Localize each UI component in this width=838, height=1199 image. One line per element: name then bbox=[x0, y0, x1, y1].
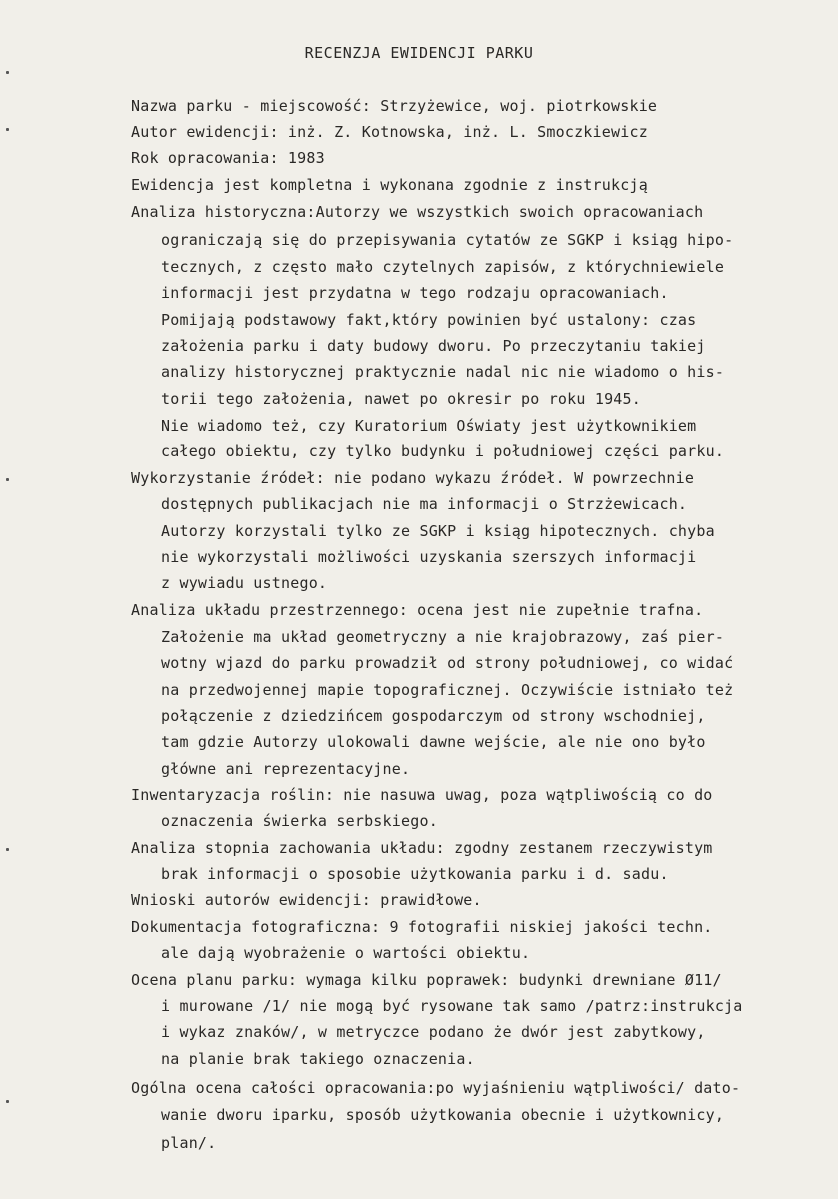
text-line: analizy historycznej praktycznie nadal nic nie wiadomo o his- bbox=[161, 363, 725, 381]
text-line: ograniczają się do przepisywania cytatów ze SGKP i ksiąg hipo- bbox=[161, 231, 734, 249]
text-line: Wnioski autorów ewidencji: prawidłowe. bbox=[131, 891, 482, 909]
text-line: plan/. bbox=[161, 1134, 217, 1152]
text-line: Autorzy korzystali tylko ze SGKP i ksiąg hipotecznych. chyba bbox=[161, 522, 715, 540]
margin-hole-mark bbox=[6, 478, 9, 481]
text-line: dostępnych publikacjach nie ma informacji o Strzżewicach. bbox=[161, 495, 688, 513]
text-line: na przedwojennej mapie topograficznej. Oczywiście istniało też bbox=[161, 681, 734, 699]
text-line: założenia parku i daty budowy dworu. Po przeczytaniu takiej bbox=[161, 337, 706, 355]
margin-hole-mark bbox=[6, 71, 9, 74]
text-line: nie wykorzystali możliwości uzyskania szerszych informacji bbox=[161, 548, 697, 566]
text-line: połączenie z dziedzińcem gospodarczym od strony wschodniej, bbox=[161, 707, 706, 725]
text-line: wotny wjazd do parku prowadził od strony południowej, co widać bbox=[161, 654, 734, 672]
text-line: Dokumentacja fotograficzna: 9 fotografii niskiej jakości techn. bbox=[131, 918, 713, 936]
text-line: Pomijają podstawowy fakt,który powinien być ustalony: czas bbox=[161, 311, 697, 329]
text-line: całego obiektu, czy tylko budynku i południowej części parku. bbox=[161, 442, 725, 460]
text-line: Analiza stopnia zachowania układu: zgodny zestanem rzeczywistym bbox=[131, 839, 713, 857]
margin-hole-mark bbox=[6, 1100, 9, 1103]
document-title: RECENZJA EWIDENCJI PARKU bbox=[304, 44, 534, 62]
text-line: tecznych, z często mało czytelnych zapisów, z którychniewiele bbox=[161, 258, 725, 276]
text-line: Inwentaryzacja roślin: nie nasuwa uwag, poza wątpliwością co do bbox=[131, 786, 713, 804]
text-line: Analiza układu przestrzennego: ocena jest nie zupełnie trafna. bbox=[131, 601, 704, 619]
text-line: informacji jest przydatna w tego rodzaju opracowaniach. bbox=[161, 284, 669, 302]
text-line: główne ani reprezentacyjne. bbox=[161, 760, 411, 778]
text-line: Analiza historyczna:Autorzy we wszystkich swoich opracowaniach bbox=[131, 203, 704, 221]
text-line: Autor ewidencji: inż. Z. Kotnowska, inż. L. Smoczkiewicz bbox=[131, 123, 648, 141]
text-line: z wywiadu ustnego. bbox=[161, 574, 328, 592]
text-line: Wykorzystanie źródeł: nie podano wykazu źródeł. W powrzechnie bbox=[131, 469, 695, 487]
text-line: na planie brak takiego oznaczenia. bbox=[161, 1050, 475, 1068]
text-line: Rok opracowania: 1983 bbox=[131, 149, 325, 167]
text-line: tam gdzie Autorzy ulokowali dawne wejście, ale nie ono było bbox=[161, 733, 706, 751]
text-line: brak informacji o sposobie użytkowania parku i d. sadu. bbox=[161, 865, 669, 883]
text-line: Ocena planu parku: wymaga kilku poprawek: budynki drewniane Ø11/ bbox=[131, 971, 722, 989]
text-line: ale dają wyobrażenie o wartości obiektu. bbox=[161, 944, 531, 962]
text-line: torii tego założenia, nawet po okresir po roku 1945. bbox=[161, 390, 641, 408]
text-line: Ewidencja jest kompletna i wykonana zgodnie z instrukcją bbox=[131, 176, 648, 194]
text-line: Założenie ma układ geometryczny a nie krajobrazowy, zaś pier- bbox=[161, 628, 725, 646]
text-line: oznaczenia świerka serbskiego. bbox=[161, 812, 438, 830]
text-line: Nazwa parku - miejscowość: Strzyżewice, woj. piotrkowskie bbox=[131, 97, 658, 115]
text-line: Ogólna ocena całości opracowania:po wyjaśnieniu wątpliwości/ dato- bbox=[131, 1079, 741, 1097]
margin-hole-mark bbox=[6, 128, 9, 131]
text-line: wanie dworu iparku, sposób użytkowania obecnie i użytkownicy, bbox=[161, 1106, 725, 1124]
margin-hole-mark bbox=[6, 848, 9, 851]
text-line: Nie wiadomo też, czy Kuratorium Oświaty jest użytkownikiem bbox=[161, 417, 697, 435]
text-line: i murowane /1/ nie mogą być rysowane tak samo /patrz:instrukcja bbox=[161, 997, 743, 1015]
text-line: i wykaz znaków/, w metryczce podano że dwór jest zabytkowy, bbox=[161, 1023, 706, 1041]
